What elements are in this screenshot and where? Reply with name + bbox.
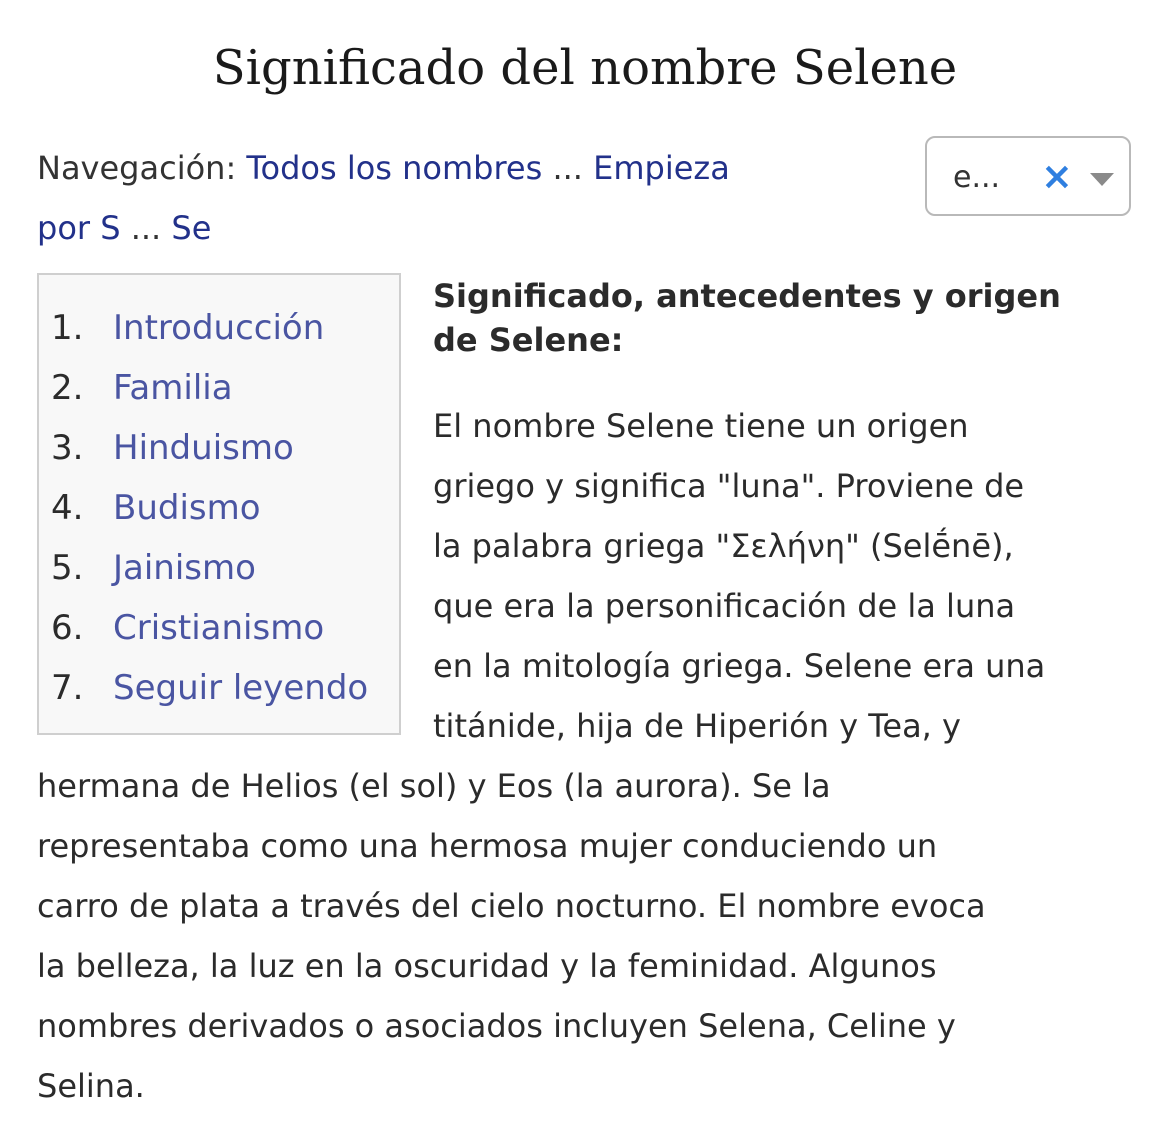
paragraph-line: nombres derivados o asociados incluyen Selena, Celine y: [37, 1007, 956, 1045]
breadcrumb: [37, 138, 867, 258]
toc-item: [51, 478, 368, 538]
toc-link[interactable]: Introducción: [113, 308, 325, 348]
toc-item-number: 5.: [51, 548, 84, 588]
toc-item: [51, 598, 368, 658]
page-title: Significado del nombre Selene: [212, 40, 958, 96]
toc-link[interactable]: Budismo: [113, 488, 261, 528]
toc-link[interactable]: Cristianismo: [113, 608, 325, 648]
toc-list: [51, 298, 368, 718]
toc-item: [51, 418, 368, 478]
paragraph-line: Selina.: [37, 1067, 145, 1105]
clear-icon[interactable]: ×: [1041, 154, 1073, 198]
toc-item: [51, 658, 368, 718]
breadcrumb-link-starts-with[interactable]: Empieza: [593, 149, 730, 187]
paragraph-line: representaba como una hermosa mujer conduciendo un: [37, 827, 938, 865]
toc-item-number: 1.: [51, 308, 84, 348]
toc-item-number: 2.: [51, 368, 84, 408]
breadcrumb-separator: ...: [542, 149, 594, 187]
select-value: e...: [953, 160, 1001, 195]
paragraph-line: griego y significa "luna". Proviene de: [433, 467, 1025, 505]
toc-item-number: 7.: [51, 668, 84, 708]
section-heading-line: de Selene:: [433, 321, 624, 359]
breadcrumb-label: Navegación:: [37, 149, 247, 187]
toc-link[interactable]: Seguir leyendo: [113, 668, 369, 708]
section-heading-line: Significado, antecedentes y origen: [433, 277, 1061, 315]
toc-link[interactable]: Hinduismo: [113, 428, 294, 468]
toc-item-number: 3.: [51, 428, 84, 468]
chevron-down-icon[interactable]: [1090, 173, 1114, 186]
toc-item: [51, 358, 368, 418]
paragraph-line: hermana de Helios (el sol) y Eos (la aurora). Se la: [37, 767, 831, 805]
paragraph-line: titánide, hija de Hiperión y Tea, y: [433, 707, 961, 745]
table-of-contents: [37, 273, 401, 735]
breadcrumb-link-all-names[interactable]: Todos los nombres: [246, 149, 543, 187]
toc-item-number: 4.: [51, 488, 84, 528]
name-select-dropdown[interactable]: [925, 136, 1131, 216]
toc-item-number: 6.: [51, 608, 84, 648]
paragraph-line: carro de plata a través del cielo nocturno. El nombre evoca: [37, 887, 986, 925]
section-heading: [433, 274, 1153, 362]
paragraph-line: la palabra griega "Σελήνη" (Selḗnē),: [433, 527, 1014, 565]
paragraph-line: El nombre Selene tiene un origen: [433, 407, 969, 445]
toc-link[interactable]: Familia: [113, 368, 233, 408]
breadcrumb-link-se[interactable]: Se: [171, 209, 212, 247]
breadcrumb-separator: ...: [120, 209, 172, 247]
toc-link[interactable]: Jainismo: [113, 548, 256, 588]
paragraph-line: en la mitología griega. Selene era una: [433, 647, 1046, 685]
paragraph-line: la belleza, la luz en la oscuridad y la feminidad. Algunos: [37, 947, 937, 985]
paragraph-line: que era la personificación de la luna: [433, 587, 1016, 625]
toc-item: [51, 298, 368, 358]
breadcrumb-link-starts-with-s[interactable]: por S: [37, 209, 121, 247]
toc-item: [51, 538, 368, 598]
